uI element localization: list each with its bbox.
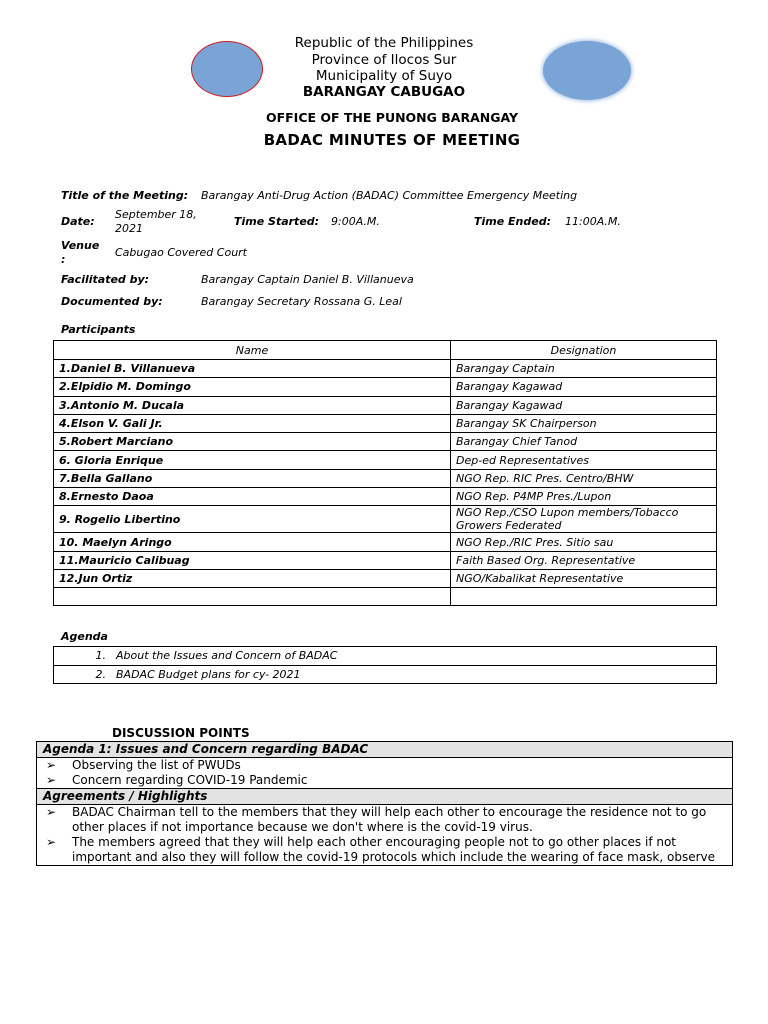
venue-label: Venue xyxy=(61,239,100,252)
participant-designation: Faith Based Org. Representative xyxy=(451,551,717,569)
facilitated-label: Facilitated by: xyxy=(61,273,150,286)
participant-name: 8.Ernesto Daoa xyxy=(54,488,451,506)
bullet-item xyxy=(43,773,726,788)
document-title: BADAC MINUTES OF MEETING xyxy=(263,131,521,149)
discussion-title: DISCUSSION POINTS xyxy=(112,726,250,740)
agenda-item-text: BADAC Budget plans for cy- 2021 xyxy=(116,667,301,681)
participant-name: 4.Elson V. Gali Jr. xyxy=(54,414,451,432)
agenda-item-number: 1. xyxy=(95,649,106,663)
venue-colon: : xyxy=(61,253,66,266)
participant-designation: NGO Rep. P4MP Pres./Lupon xyxy=(451,488,717,506)
arrow-bullet-icon: ➢ xyxy=(46,805,57,819)
agenda-item-cell xyxy=(54,647,717,666)
facilitated-value: Barangay Captain Daniel B. Villanueva xyxy=(201,273,414,286)
participant-name: 7.Bella Gallano xyxy=(54,469,451,487)
participant-name: 2.Elpidio M. Domingo xyxy=(54,378,451,396)
participant-name: 3.Antonio M. Ducala xyxy=(54,396,451,414)
participant-name: 10. Maelyn Aringo xyxy=(54,533,451,551)
bullet-item xyxy=(43,835,726,865)
header-municipality: Municipality of Suyo xyxy=(315,68,453,84)
column-header-name: Name xyxy=(54,341,451,360)
participant-designation: Barangay Chief Tanod xyxy=(451,433,717,451)
documented-label: Documented by: xyxy=(61,295,163,308)
column-header-designation: Designation xyxy=(451,341,717,360)
table-row xyxy=(54,469,717,487)
time-ended-value: 11:00A.M. xyxy=(565,215,621,228)
empty-cell xyxy=(54,588,451,606)
bullet-text: The members agreed that they will help each other encouraging people not to go other places if not important and also they will follow the covid-19 protocols which include the wearing of face mask, observe xyxy=(72,835,716,864)
agreements-heading: Agreements / Highlights xyxy=(37,789,733,805)
table-row xyxy=(54,414,717,432)
right-seal-logo xyxy=(543,41,631,100)
date-label: Date: xyxy=(61,215,95,228)
table-row xyxy=(54,433,717,451)
discussion-table xyxy=(36,741,733,866)
office-title: OFFICE OF THE PUNONG BARANGAY xyxy=(265,110,519,125)
participant-designation: NGO Rep./CSO Lupon members/Tobacco Growers Federated xyxy=(451,506,717,533)
issues-cell xyxy=(37,758,733,789)
table-row xyxy=(54,569,717,587)
participant-designation: Dep-ed Representatives xyxy=(451,451,717,469)
agenda-label: Agenda xyxy=(61,630,108,643)
agenda1-heading: Agenda 1: Issues and Concern regarding BADAC xyxy=(37,742,733,758)
participant-designation: NGO/Kabalikat Representative xyxy=(451,569,717,587)
table-row xyxy=(54,551,717,569)
header-barangay: BARANGAY CABUGAO xyxy=(302,84,466,100)
time-started-label: Time Started: xyxy=(234,215,320,228)
participant-designation: Barangay Kagawad xyxy=(451,378,717,396)
time-started-value: 9:00A.M. xyxy=(331,215,380,228)
bullet-text: Observing the list of PWUDs xyxy=(72,758,241,772)
table-row xyxy=(54,533,717,551)
header-country: Republic of the Philippines xyxy=(294,35,474,51)
participant-designation: Barangay SK Chairperson xyxy=(451,414,717,432)
bullet-item xyxy=(43,758,726,773)
header-province: Province of Ilocos Sur xyxy=(311,52,457,68)
bullet-text: Concern regarding COVID-19 Pandemic xyxy=(72,773,308,787)
participants-label: Participants xyxy=(61,323,136,336)
table-row xyxy=(54,396,717,414)
agreements-cell xyxy=(37,805,733,866)
participants-table xyxy=(53,340,717,606)
participant-designation: Barangay Kagawad xyxy=(451,396,717,414)
meeting-title-label: Title of the Meeting: xyxy=(61,189,189,202)
table-row-empty xyxy=(54,588,717,606)
meeting-title-value: Barangay Anti-Drug Action (BADAC) Committee Emergency Meeting xyxy=(201,189,578,202)
participant-name: 12.Jun Ortiz xyxy=(54,569,451,587)
agenda-table xyxy=(53,646,717,684)
arrow-bullet-icon: ➢ xyxy=(46,773,57,787)
agenda-item xyxy=(54,647,717,666)
participant-designation: NGO Rep. RIC Pres. Centro/BHW xyxy=(451,469,717,487)
arrow-bullet-icon: ➢ xyxy=(46,835,57,849)
documented-value: Barangay Secretary Rossana G. Leal xyxy=(201,295,402,308)
participant-name: 9. Rogelio Libertino xyxy=(54,506,451,533)
participant-designation: NGO Rep./RIC Pres. Sitio sau xyxy=(451,533,717,551)
table-row xyxy=(54,360,717,378)
table-row xyxy=(54,378,717,396)
participant-designation: Barangay Captain xyxy=(451,360,717,378)
agenda-item-cell xyxy=(54,665,717,684)
participant-name: 11.Mauricio Calibuag xyxy=(54,551,451,569)
table-row xyxy=(54,451,717,469)
bullet-item xyxy=(43,805,726,835)
agenda-item-number: 2. xyxy=(95,667,106,681)
date-value-line1: September 18, xyxy=(115,208,197,221)
participant-name: 5.Robert Marciano xyxy=(54,433,451,451)
bullet-text: BADAC Chairman tell to the members that they will help each other to encourage the residence not to go other places if not importance because we don't where is the covid-19 virus. xyxy=(72,805,707,834)
arrow-bullet-icon: ➢ xyxy=(46,758,57,772)
participant-name: 1.Daniel B. Villanueva xyxy=(54,360,451,378)
agenda-item-text: About the Issues and Concern of BADAC xyxy=(116,649,338,663)
time-ended-label: Time Ended: xyxy=(474,215,551,228)
table-row xyxy=(54,506,717,533)
date-value-line2: 2021 xyxy=(115,222,143,235)
venue-value: Cabugao Covered Court xyxy=(115,246,247,259)
agenda-item xyxy=(54,665,717,684)
empty-cell xyxy=(451,588,717,606)
participant-name: 6. Gloria Enrique xyxy=(54,451,451,469)
table-row xyxy=(54,488,717,506)
